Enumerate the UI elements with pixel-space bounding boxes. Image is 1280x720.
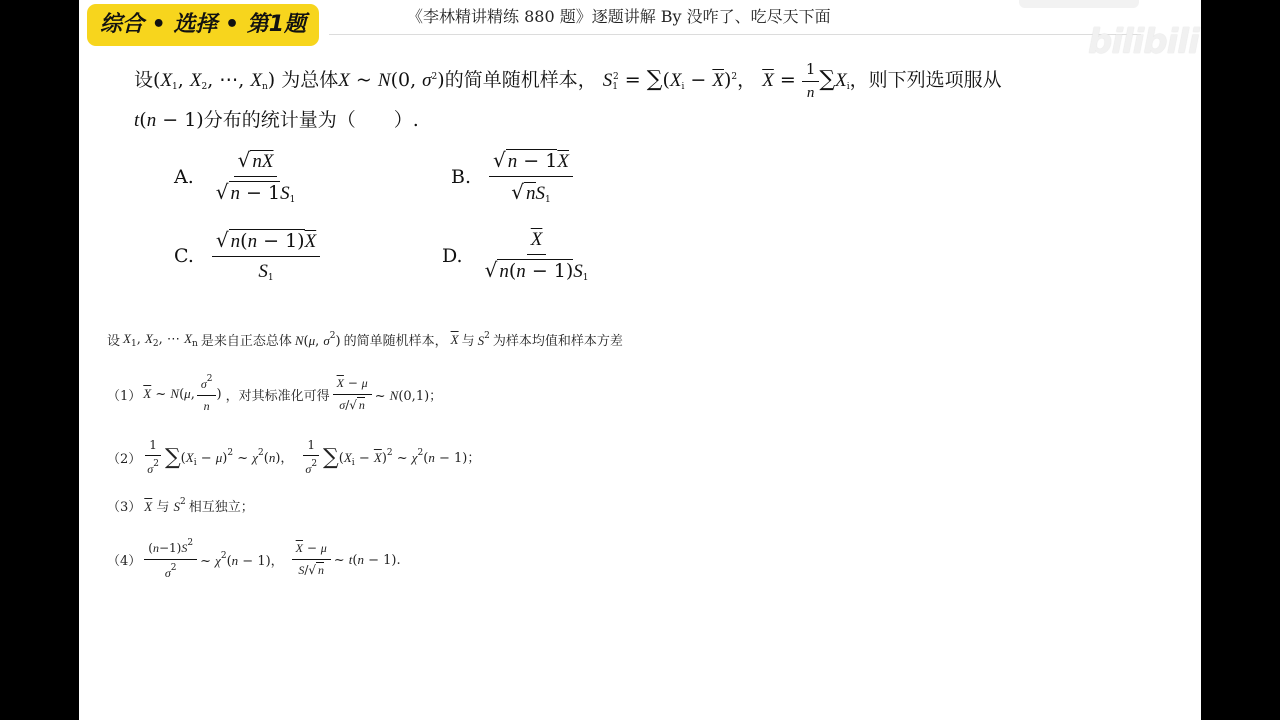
notes-item-2: （2） $\frac{1}{\sigma^2}$ ∑ $(X_i - \mu)^2$ ~ $\chi^2(n)$， $\frac{1}{\sigma^2}$ ∑ $(X_i - \overline{X})^2$ ~ $\chi^2(n - 1)$；	[107, 438, 481, 476]
option-d-formula: $\frac{\overline{X}}{√ n(n - 1)S_1}$	[484, 229, 589, 283]
question-text-line2: 分布的统计量为（ ）.	[203, 109, 419, 131]
t-distribution: t(n − 1)	[134, 109, 204, 131]
notes-item-3: （3） $\overline{X}$ 与 $S^2$ 相互独立；	[107, 497, 254, 515]
question-text-d: ，	[737, 69, 757, 91]
bilibili-logo: bilibili	[1088, 22, 1199, 62]
option-a[interactable]	[174, 148, 299, 205]
item4-label: （4）	[107, 554, 142, 569]
option-a-letter: A.	[174, 165, 194, 188]
question-line-2	[134, 105, 419, 132]
sample-tuple: ($X_1$, $X_2$, ⋯, $X_n$)	[153, 69, 276, 92]
notes-intro-e: 为样本均值和样本方差	[492, 334, 623, 349]
notes-item-1: （1） $\overline{X}$ ~ N(μ, $\frac{\sigma^2}{n}$ ) ，对其标准化可得 $\frac{\overline{X} - \mu}{\sigma/√ n}$ ~ N(0,1)；	[107, 374, 443, 413]
population-dist: X ~ N(0, $\sigma^2$)	[338, 69, 445, 91]
question-text-a: 设	[134, 69, 154, 91]
question-text-e: ，则下列选项服从	[849, 69, 1002, 91]
item3-text: 相互独立；	[188, 500, 254, 515]
notes-intro-b: 是来自正态总体	[200, 334, 292, 349]
top-decoration	[1019, 0, 1139, 8]
option-a-formula: $\frac{√ n\overline{X}}{√ n - 1S_1}$	[215, 148, 296, 205]
item2-label: （2）	[107, 452, 142, 467]
question-line-1	[134, 60, 1002, 102]
option-d-letter: D.	[442, 244, 463, 267]
question-text-b: 为总体	[281, 69, 339, 91]
option-b[interactable]	[451, 148, 573, 205]
option-c-letter: C.	[174, 244, 194, 267]
item1-label: （1）	[107, 388, 142, 404]
notes-intro-a: 设	[107, 334, 121, 349]
notes-intro-c: 的简单随机样本，	[343, 334, 448, 349]
problem-badge: 综合 • 选择 • 第1题	[87, 4, 319, 46]
item3-label: （3）	[107, 500, 142, 515]
header-title: 《李林精讲精练 880 题》逐题讲解 By 没咋了、吃尽天下面	[407, 7, 831, 26]
document-page	[79, 0, 1201, 720]
option-b-letter: B.	[451, 165, 472, 188]
notes-item-4: （4） $\frac{(n-1)S^2}{\sigma^2}$ ~ $\chi^2(n - 1)$， $\frac{\overline{X} - \mu}{S/√ n}$ ~ t(n − 1).	[107, 538, 401, 580]
question-text-c: 的简单随机样本，	[444, 69, 597, 91]
item1-text: ，对其标准化可得	[225, 388, 330, 404]
option-d[interactable]	[442, 228, 593, 283]
mean-definition: $\overline{X}$ = $\frac{1}{n}$ $\sum X_i$	[762, 60, 850, 101]
notes-intro-d: 与	[461, 334, 475, 349]
option-c-formula: $\frac{√ n(n - 1)\overline{X}}{S_1}$	[212, 228, 320, 283]
notes-intro: 设 $X_1$, $X_2$, ⋯ $X_n$ 是来自正态总体 N(μ, $\sigma^2$) 的简单随机样本， $\overline{X}$ 与 $S^2$ 为样本均值和样本方差	[107, 330, 623, 349]
option-b-formula: $\frac{√ n - 1\overline{X}}{√ nS_1}$	[489, 148, 573, 205]
header-divider	[329, 34, 1141, 35]
s1-definition: $S_1^2 = \sum(X_i - \overline{X})^2$	[602, 67, 738, 92]
option-c[interactable]	[174, 228, 320, 283]
